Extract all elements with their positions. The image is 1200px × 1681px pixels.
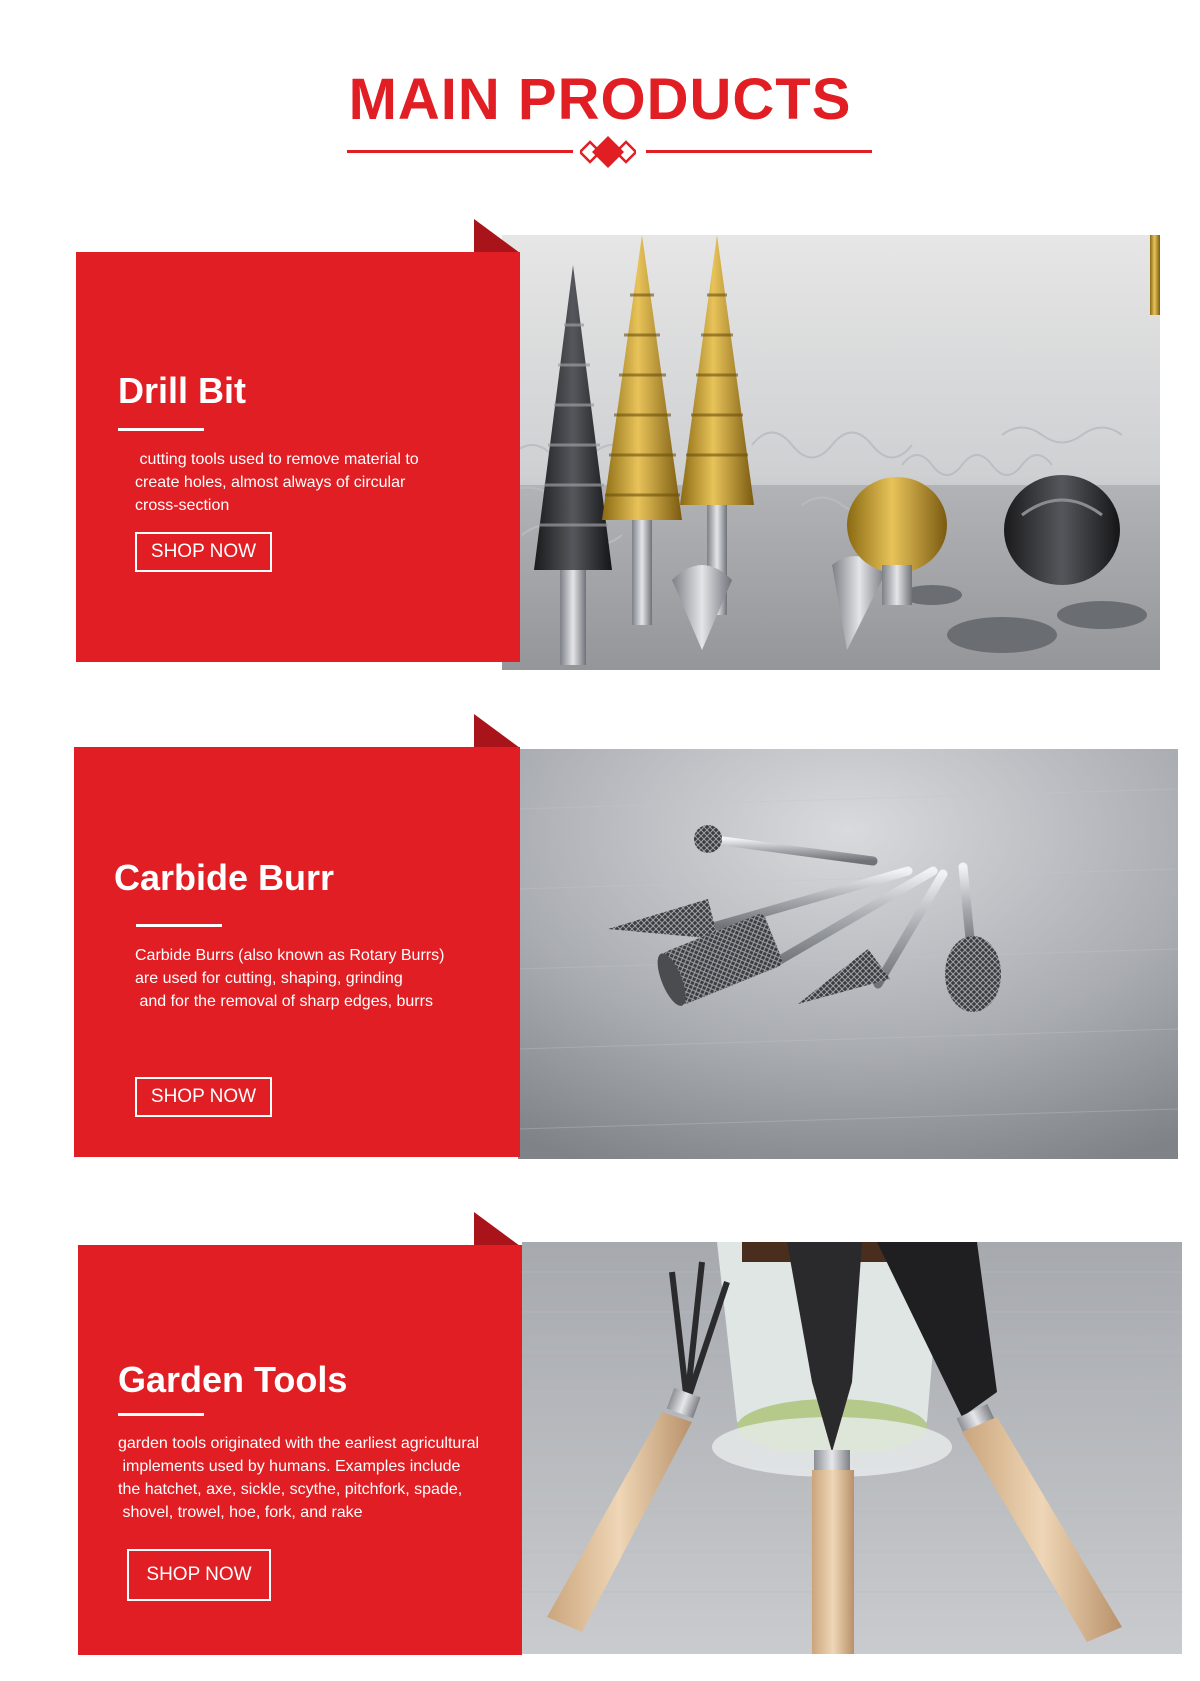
product-description: garden tools originated with the earliest agricultural implements used by humans. Examples include the hatchet, axe, sickle, scythe, pitchfork, spade, shovel, trowel, hoe, fork, and rake	[118, 1435, 480, 1521]
title-underline	[118, 1413, 204, 1416]
product-description: cutting tools used to remove material to create holes, almost always of circular cross-section	[135, 451, 419, 514]
product-title: Garden Tools	[118, 1359, 348, 1400]
product-description: Carbide Burrs (also known as Rotary Burrs) are used for cutting, shaping, grinding and for the removal of sharp edges, burrs	[135, 947, 445, 1010]
product-title: Carbide Burr	[114, 857, 335, 898]
product-card	[78, 1245, 522, 1655]
shop-now-button[interactable]: SHOP NOW	[135, 532, 272, 572]
shop-now-button[interactable]: SHOP NOW	[135, 1077, 272, 1117]
garden-hand-tools-photo[interactable]	[522, 1242, 1182, 1654]
card-fold-corner	[474, 1212, 520, 1246]
product-title: Drill Bit	[118, 370, 247, 411]
page-title: MAIN PRODUCTS	[348, 67, 852, 132]
shop-now-button[interactable]: SHOP NOW	[127, 1549, 271, 1601]
